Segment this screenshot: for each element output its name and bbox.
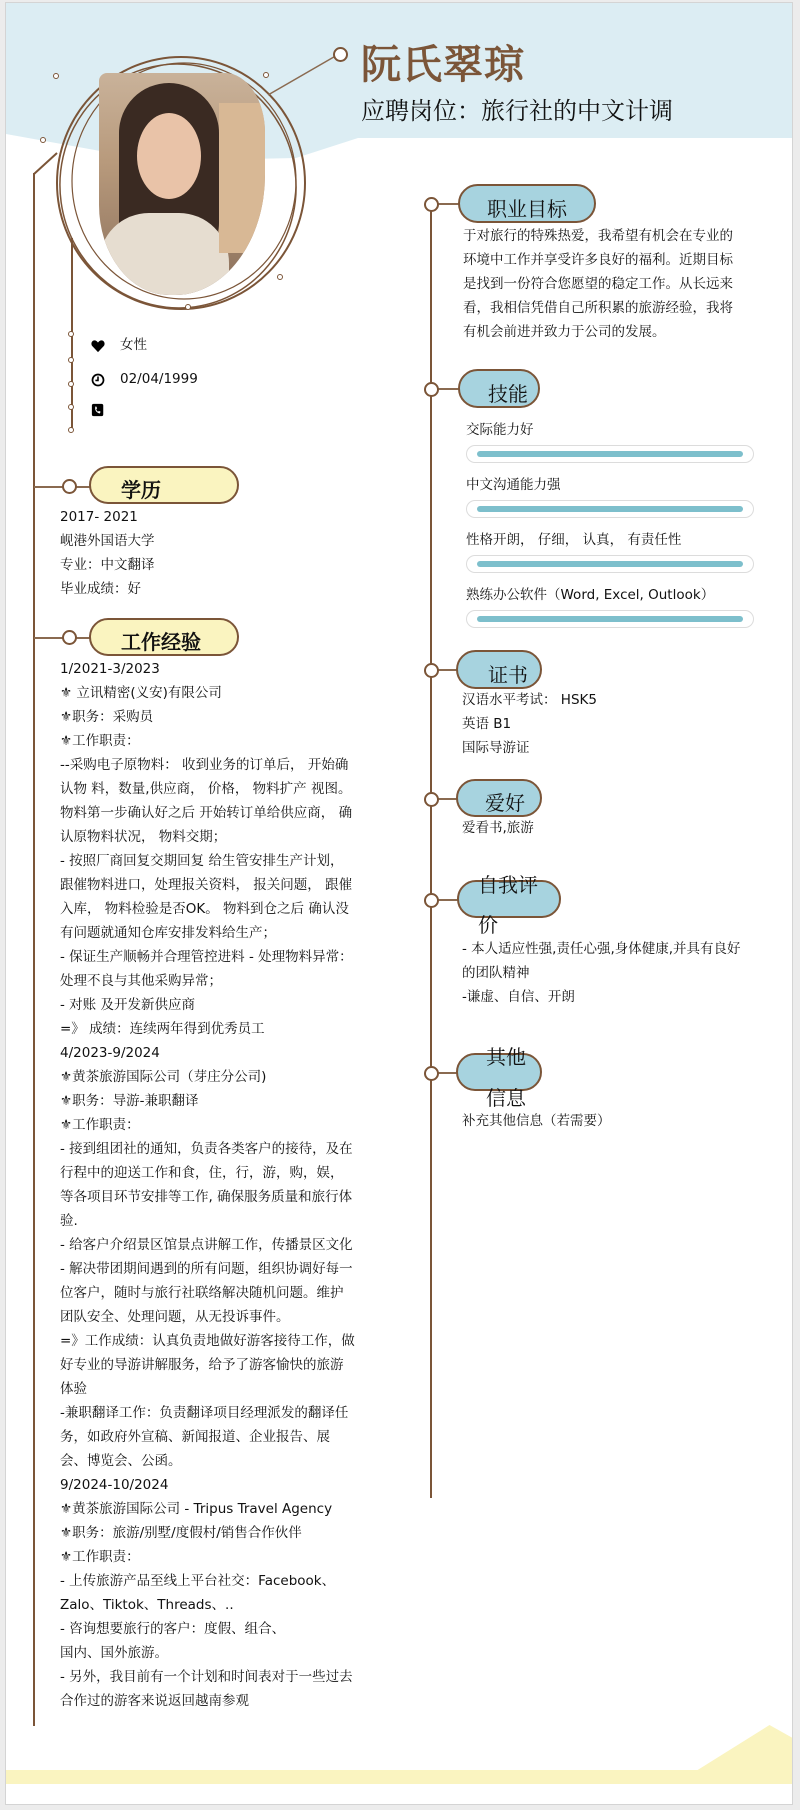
experience-line: 等各项目环节安排等工作, 确保服务质量和旅行体: [60, 1189, 353, 1205]
skill-bar-fill: [477, 616, 743, 622]
certificate-line: 汉语水平考试： HSK5: [462, 692, 597, 708]
skill-bar-fill: [477, 506, 743, 512]
other-title-line: 信息: [486, 1086, 526, 1110]
self-evaluation-title-line: 自我评: [478, 873, 538, 897]
gender-value: 女性: [120, 337, 147, 353]
decor-dot: [277, 274, 283, 280]
footer-band: [6, 1770, 793, 1784]
experience-line: ⚜黄茶旅游国际公司（芽庄分公司): [60, 1069, 267, 1085]
applied-position: 应聘岗位：旅行社的中文计调: [361, 97, 673, 125]
experience-line: =》工作成绩：认真负责地做好游客接待工作，做: [60, 1333, 355, 1349]
education-node: [62, 479, 77, 494]
certificates-title: 证书: [488, 663, 528, 687]
other-title-line: 其他: [486, 1045, 526, 1069]
experience-line: 团队安全、处理问题，从无投诉事件。: [60, 1309, 290, 1325]
experience-line: 4/2023-9/2024: [60, 1045, 160, 1061]
experience-line: ⚜职务：导游-兼职翻译: [60, 1093, 199, 1109]
skill-bar-fill: [477, 451, 743, 457]
objective-line: 环境中工作并享受许多良好的福利。近期目标: [463, 252, 733, 268]
skills-node: [424, 382, 439, 397]
self-evaluation-node: [424, 893, 439, 908]
skill-label: 交际能力好: [466, 422, 534, 438]
experience-line: 处理不良与其他采购异常；: [60, 973, 222, 989]
skills-title: 技能: [488, 382, 528, 406]
experience-section-header: [89, 618, 239, 656]
objective-section-header: [458, 184, 596, 223]
experience-line: 务，如政府外宣稿、新闻报道、企业报告、展: [60, 1429, 330, 1445]
experience-line: - 给客户介绍景区馆景点讲解工作，传播景区文化: [60, 1237, 353, 1253]
experience-line: - 保证生产顺畅并合理管控进料 - 处理物料异常：: [60, 949, 353, 965]
experience-line: 国内、国外旅游。: [60, 1645, 168, 1661]
experience-line: ⚜工作职责：: [60, 733, 140, 749]
experience-line: 1/2021-3/2023: [60, 661, 160, 677]
experience-line: 跟催物料进口，处理报关资料， 报关问题， 跟催: [60, 877, 353, 893]
hobbies-section-header: [456, 779, 542, 817]
right-timeline-line: [430, 203, 432, 1498]
decor-dot: [185, 304, 191, 310]
hobbies-node: [424, 792, 439, 807]
experience-line: 体验: [60, 1381, 87, 1397]
education-line: 专业：中文翻译: [60, 557, 155, 573]
hobbies-title: 爱好: [485, 791, 525, 815]
skill-label: 熟练办公软件（Word, Excel, Outlook）: [466, 587, 715, 603]
objective-node: [424, 197, 439, 212]
candidate-name: 阮氏翠琼: [361, 42, 525, 88]
info-node: [68, 427, 74, 433]
heart-icon: [91, 339, 105, 353]
education-section-header: [89, 466, 239, 504]
education-line: 2017- 2021: [60, 509, 138, 525]
self-evaluation-title-line: 价: [478, 913, 498, 937]
skill-bar: [466, 555, 754, 573]
experience-line: ⚜工作职责：: [60, 1117, 140, 1133]
experience-line: - 解决带团期间遇到的所有问题，组织协调好每一: [60, 1261, 353, 1277]
skill-bar: [466, 610, 754, 628]
phone-icon: [91, 403, 105, 417]
skill-bar: [466, 445, 754, 463]
education-title: 学历: [121, 478, 161, 502]
experience-line: ⚜职务：旅游/别墅/度假村/销售合作伙伴: [60, 1525, 302, 1541]
objective-line: 看，我相信凭借自己所积累的旅游经验，我将: [463, 300, 733, 316]
other-title: [486, 1037, 526, 1119]
resume-page: [5, 2, 793, 1805]
skill-bar-fill: [477, 561, 743, 567]
experience-title: 工作经验: [121, 630, 201, 654]
skill-label: 性格开朗， 仔细， 认真， 有责任性: [466, 532, 682, 548]
skills-section-header: [458, 369, 540, 408]
self-evaluation-line: - 本人适应性强,责任心强,身体健康,并具有良好: [462, 941, 741, 957]
experience-line: 物料第一步确认好之后 开始转订单给供应商， 确: [60, 805, 353, 821]
decor-dot: [40, 137, 46, 143]
experience-line: - 接到组团社的通知，负责各类客户的接待，及在: [60, 1141, 353, 1157]
info-node: [68, 404, 74, 410]
skill-label: 中文沟通能力强: [466, 477, 561, 493]
self-evaluation-line: -谦虚、自信、开朗: [462, 989, 575, 1005]
certificates-node: [424, 663, 439, 678]
certificate-line: 国际导游证: [462, 740, 530, 756]
objective-title: 职业目标: [487, 197, 567, 221]
experience-line: 验.: [60, 1213, 78, 1229]
birthdate-value: 02/04/1999: [120, 371, 198, 387]
info-node: [68, 357, 74, 363]
self-evaluation-line: 的团队精神: [462, 965, 530, 981]
objective-line: 有机会前进并致力于公司的发展。: [463, 324, 666, 340]
experience-line: - 对账 及开发新供应商: [60, 997, 195, 1013]
experience-line: ⚜黄茶旅游国际公司 - Tripus Travel Agency: [60, 1501, 333, 1517]
experience-line: - 另外，我目前有一个计划和时间表对于一些过去: [60, 1669, 353, 1685]
experience-line: ⚜工作职责：: [60, 1549, 140, 1565]
decor-dot: [53, 73, 59, 79]
skill-bar: [466, 500, 754, 518]
certificates-section-header: [456, 650, 542, 689]
experience-line: 认原物料状况， 物料交期；: [60, 829, 227, 845]
experience-line: --采购电子原物料： 收到业务的订单后， 开始确: [60, 757, 349, 773]
experience-line: ⚜ 立讯精密(义安)有限公司: [60, 685, 222, 701]
self-evaluation-title: [478, 865, 538, 945]
other-line: 补充其他信息（若需要）: [462, 1113, 611, 1129]
education-line: 毕业成绩：好: [60, 581, 141, 597]
experience-line: 会、博览会、公函。: [60, 1453, 182, 1469]
experience-line: 认物 料，数量,供应商， 价格， 物料扩产 视图。: [60, 781, 352, 797]
name-connector-node: [333, 47, 348, 62]
experience-line: Zalo、Tiktok、Threads、..: [60, 1597, 234, 1613]
experience-line: 有问题就通知仓库安排发料给生产；: [60, 925, 276, 941]
experience-line: 行程中的迎送工作和食，住，行，游，购，娱，: [60, 1165, 344, 1181]
certificate-line: 英语 B1: [462, 716, 512, 732]
info-node: [68, 331, 74, 337]
education-line: 岘港外国语大学: [60, 533, 155, 549]
objective-line: 是找到一份符合您愿望的稳定工作。从长远来: [463, 276, 733, 292]
experience-line: 位客户，随时与旅行社联络解决随机问题。维护: [60, 1285, 344, 1301]
left-timeline-line: [33, 173, 35, 1726]
experience-line: -兼职翻译工作：负责翻译项目经理派发的翻译任: [60, 1405, 349, 1421]
decor-dot: [263, 72, 269, 78]
experience-line: 好专业的导游讲解服务，给予了游客愉快的旅游: [60, 1357, 344, 1373]
experience-line: 合作过的游客来说返回越南参观: [60, 1693, 249, 1709]
experience-line: - 咨询想要旅行的客户：度假、组合、: [60, 1621, 286, 1637]
experience-line: =》 成绩：连续两年得到优秀员工: [60, 1021, 265, 1037]
clock-icon: [91, 373, 105, 387]
experience-line: 入库， 物料检验是否OK。 物料到仓之后 确认没: [60, 901, 349, 917]
other-node: [424, 1066, 439, 1081]
objective-line: 于对旅行的特殊热爱，我希望有机会在专业的: [463, 228, 733, 244]
footer-triangle: [696, 1725, 793, 1771]
experience-line: - 上传旅游产品至线上平台社交：Facebook、: [60, 1573, 336, 1589]
experience-line: - 按照厂商回复交期回复 给生管安排生产计划，: [60, 853, 344, 869]
hobby-line: 爱看书,旅游: [462, 820, 534, 836]
experience-line: ⚜职务：采购员: [60, 709, 154, 725]
experience-node: [62, 630, 77, 645]
info-node: [68, 381, 74, 387]
experience-line: 9/2024-10/2024: [60, 1477, 169, 1493]
